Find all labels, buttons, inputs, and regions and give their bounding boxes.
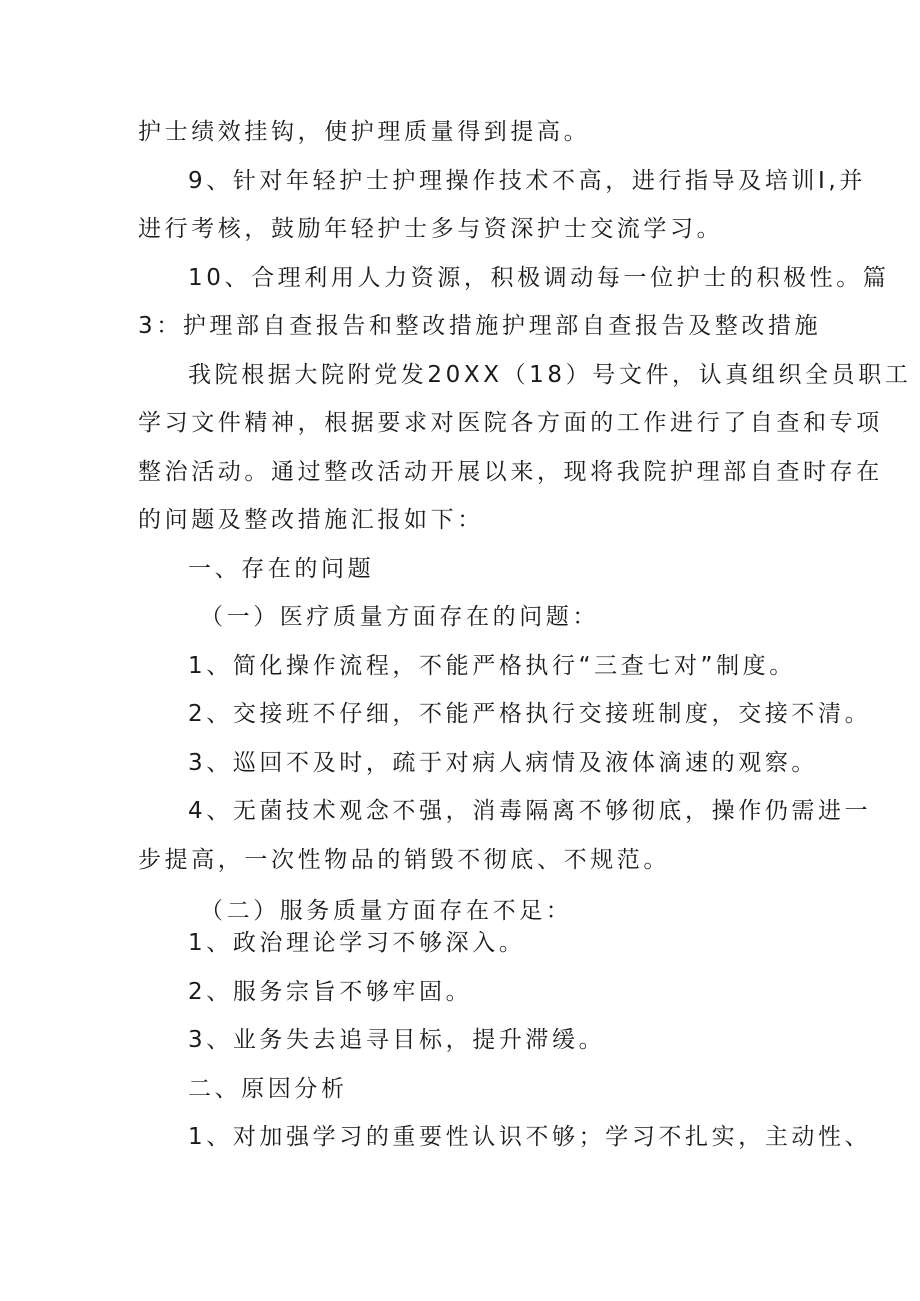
text-line-5: 3：护理部自查报告和整改措施护理部自查报告及整改措施 — [138, 313, 822, 339]
text-line-8: 整治活动。通过整改活动开展以来，现将我院护理部自查时存在 — [138, 459, 883, 485]
text-line-22: 1、对加强学习的重要性认识不够；学习不扎实，主动性、 — [188, 1124, 872, 1150]
text-line-19: 2、服务宗旨不够牢固。 — [188, 979, 473, 1005]
text-line-1: 护士绩效挂钩，使护理质量得到提高。 — [138, 119, 591, 145]
text-line-12: 1、简化操作流程，不能严格执行“三查七对”制度。 — [188, 653, 796, 679]
text-line-16: 步提高，一次性物品的销毁不彻底、不规范。 — [138, 847, 670, 873]
text-line-9: 的问题及整改措施汇报如下： — [138, 507, 484, 533]
section-heading-2: 二、原因分析 — [188, 1076, 348, 1102]
text-line-15: 4、无菌技术观念不强，消毒隔离不够彻底，操作仍需进一 — [188, 798, 872, 824]
subsection-heading-1: （一）医疗质量方面存在的问题： — [200, 604, 599, 630]
text-line-20: 3、业务失去追寻目标，提升滞缓。 — [188, 1027, 606, 1053]
section-heading-1: 一、存在的问题 — [188, 556, 375, 582]
text-line-4: 10、合理利用人力资源，积极调动每一位护士的积极性。篇 — [188, 265, 890, 291]
text-line-14: 3、巡回不及时，疏于对病人病情及液体滴速的观察。 — [188, 750, 819, 776]
text-line-3: 进行考核，鼓励年轻护士多与资深护士交流学习。 — [138, 216, 724, 242]
text-line-2: 9、针对年轻护士护理操作技术不高，进行指导及培训I,并 — [188, 168, 866, 194]
text-line-6: 我院根据大院附党发20XX（18）号文件，认真组织全员职工 — [188, 362, 912, 388]
text-line-18: 1、政治理论学习不够深入。 — [188, 930, 526, 956]
text-line-7: 学习文件精神，根据要求对医院各方面的工作进行了自查和专项 — [138, 410, 883, 436]
text-line-13: 2、交接班不仔细，不能严格执行交接班制度，交接不清。 — [188, 701, 872, 727]
subsection-heading-2: （二）服务质量方面存在不足： — [200, 898, 573, 924]
